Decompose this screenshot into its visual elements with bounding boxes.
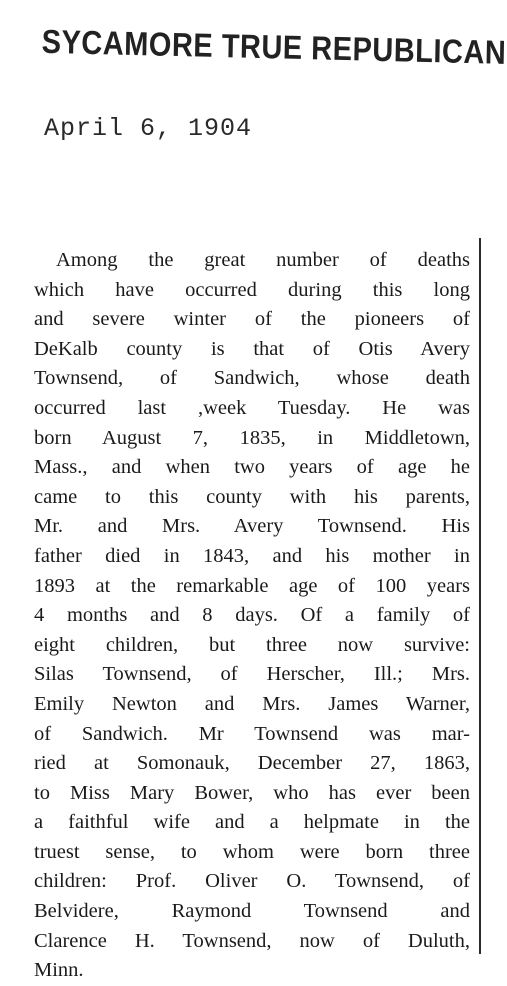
article-line: to Miss Mary Bower, who has ever been: [34, 781, 470, 804]
article-line: occurred last ,week Tuesday. He was: [34, 396, 470, 419]
article-line: Belvidere, Raymond Townsend and: [34, 900, 470, 923]
article-line: 1893 at the remarkable age of 100 years: [34, 574, 470, 597]
article-line: Clarence H. Townsend, now of Duluth,: [34, 929, 470, 952]
article-line: born August 7, 1835, in Middletown,: [34, 426, 470, 449]
article-line: a faithful wife and a helpmate in the: [34, 811, 470, 834]
article-line: children: Prof. Oliver O. Townsend, of: [34, 870, 470, 893]
article-line: Townsend, of Sandwich, whose death: [34, 367, 470, 390]
article-line: Mr. and Mrs. Avery Townsend. His: [34, 515, 470, 538]
article-line: truest sense, to whom were born three: [34, 840, 470, 863]
article-line: ried at Somonauk, December 27, 1863,: [34, 752, 470, 775]
article-date: April 6, 1904: [44, 114, 253, 143]
newspaper-masthead: SYCAMORE TRUE REPUBLICAN: [41, 24, 507, 72]
article-line: Silas Townsend, of Herscher, Ill.; Mrs.: [34, 663, 470, 686]
article-line: came to this county with his parents,: [34, 485, 470, 508]
article-line: eight children, but three now survive:: [34, 633, 470, 656]
column-rule: [479, 238, 481, 954]
article-line: of Sandwich. Mr Townsend was mar-: [34, 722, 470, 745]
article-line: Among the great number of deaths: [56, 249, 470, 271]
article-line: Emily Newton and Mrs. James Warner,: [34, 692, 470, 715]
article-line: DeKalb county is that of Otis Avery: [34, 337, 470, 360]
article-line: and severe winter of the pioneers of: [34, 308, 470, 331]
article-line: Mass., and when two years of age he: [34, 456, 470, 479]
article-line: Minn.: [34, 959, 84, 982]
article-line: which have occurred during this long: [34, 278, 470, 301]
article-line: 4 months and 8 days. Of a family of: [34, 604, 470, 627]
article-line: father died in 1843, and his mother in: [34, 544, 470, 567]
obituary-article: [34, 246, 470, 986]
